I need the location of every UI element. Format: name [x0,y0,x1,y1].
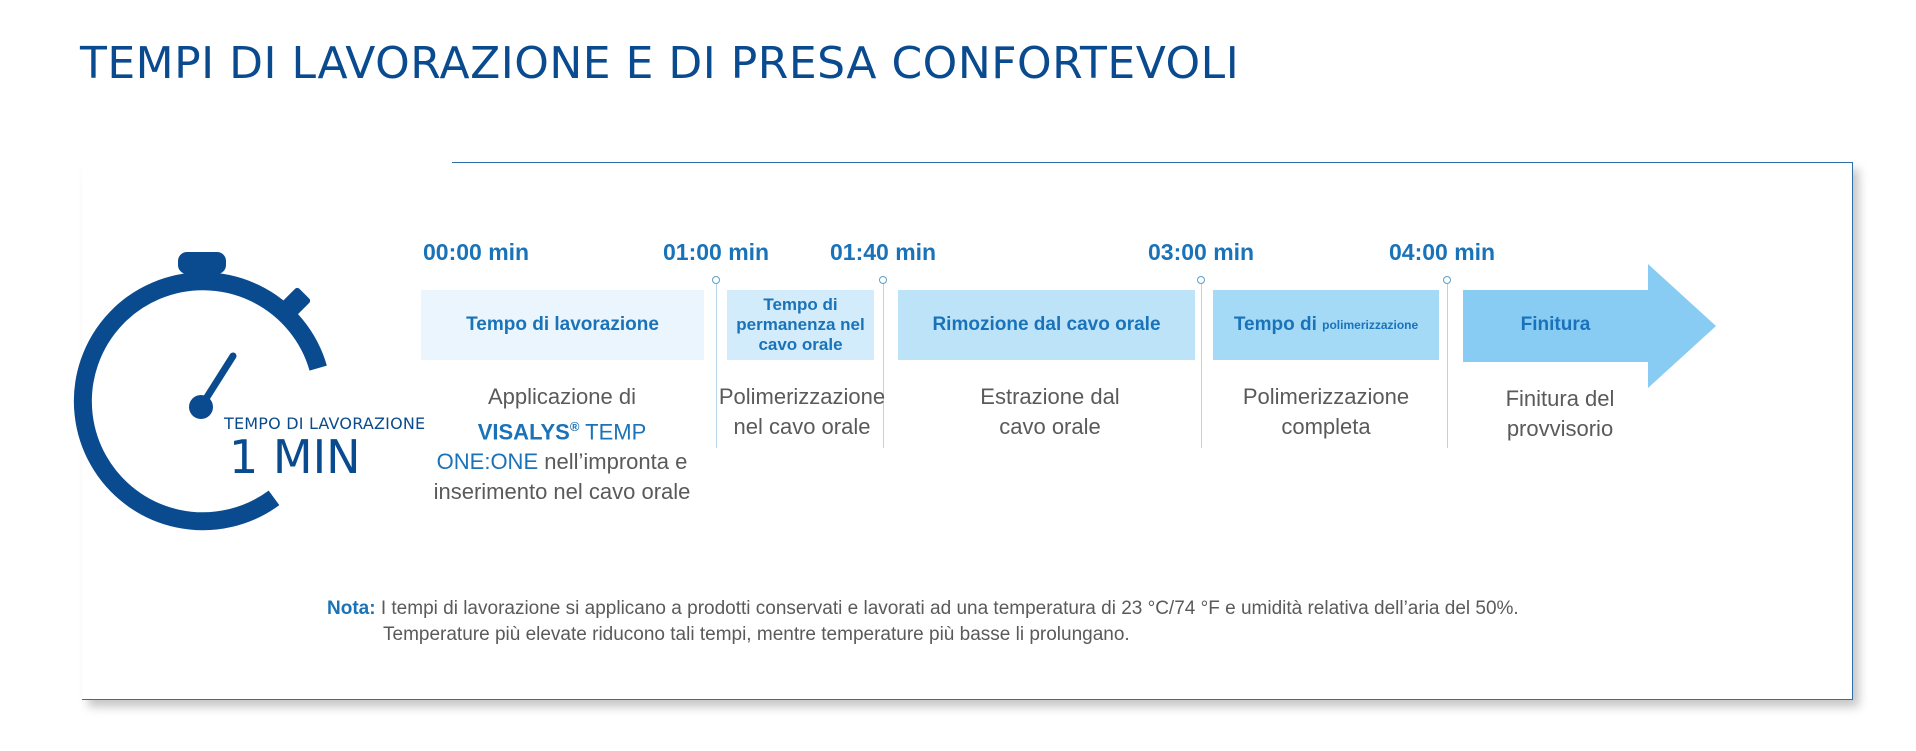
timeline-marker [879,276,887,284]
registered-mark: ® [569,419,580,434]
timeline-divider [1447,284,1448,448]
time-label-0: 00:00 min [423,239,530,265]
desc-text: Polimerizzazione completa [1242,384,1410,439]
phase-bar-label-small: polimerizzazione [1322,318,1419,332]
time-label-1: 01:00 min [663,239,770,265]
desc-text: nell’impronta e inserimento nel cavo orale [433,449,691,505]
phase-description [1236,382,1416,442]
stopwatch-value: 1 MIN [229,430,361,484]
footnote-line-2: Temperature più elevate riducono tali tempi, mentre temperature più basse li prolungano. [383,624,1130,645]
brand-product-suffix: ONE:ONE [436,449,539,475]
brand-product: TEMP [585,419,647,445]
phase-description [960,382,1140,442]
desc-text: Polimerizzazione nel cavo orale [718,384,886,439]
desc-text: Applicazione di [488,384,636,409]
brand-name: VISALYS [477,419,570,445]
phase-bar-finishing [1463,290,1648,360]
desc-text: Estrazione dal cavo orale [980,384,1120,439]
time-label-4: 04:00 min [1389,239,1496,265]
phase-bar-dwell-time [727,290,874,360]
phase-description [712,382,892,442]
footnote-line-1: I tempi di lavorazione si applicano a prodotti conservati e lavorati ad una temperatura di 23 °C/74 °F e umidità relativa dell’aria del 50%. [380,598,1519,619]
timeline-marker [712,276,720,284]
phase-bar-label: Tempo di [1233,314,1317,335]
phase-description [431,382,693,507]
page-title: TEMPI DI LAVORAZIONE E DI PRESA CONFORTEVOLI [80,38,1240,89]
phase-bar-label: Finitura [1520,314,1591,335]
time-label-2: 01:40 min [830,239,937,265]
desc-text: Finitura del provvisorio [1505,386,1615,441]
timeline-divider [1201,284,1202,448]
footnote [327,596,1519,622]
phase-bar-removal [898,290,1195,360]
stopwatch-label: TEMPO DI LAVORAZIONE [224,414,426,433]
phase-bar-label: Tempo di permanenza nel cavo orale [736,295,865,354]
phase-bar-label: Rimozione dal cavo orale [932,314,1161,335]
time-label-3: 03:00 min [1148,239,1255,265]
phase-description [1490,384,1630,444]
timeline-marker [1443,276,1451,284]
stopwatch-icon [60,245,360,545]
timeline-marker [1197,276,1205,284]
phase-bar-curing [1213,290,1439,360]
phase-bar-label: Tempo di lavorazione [466,314,659,335]
phase-bar-working-time [421,290,704,360]
footnote-label: Nota: [327,598,376,619]
